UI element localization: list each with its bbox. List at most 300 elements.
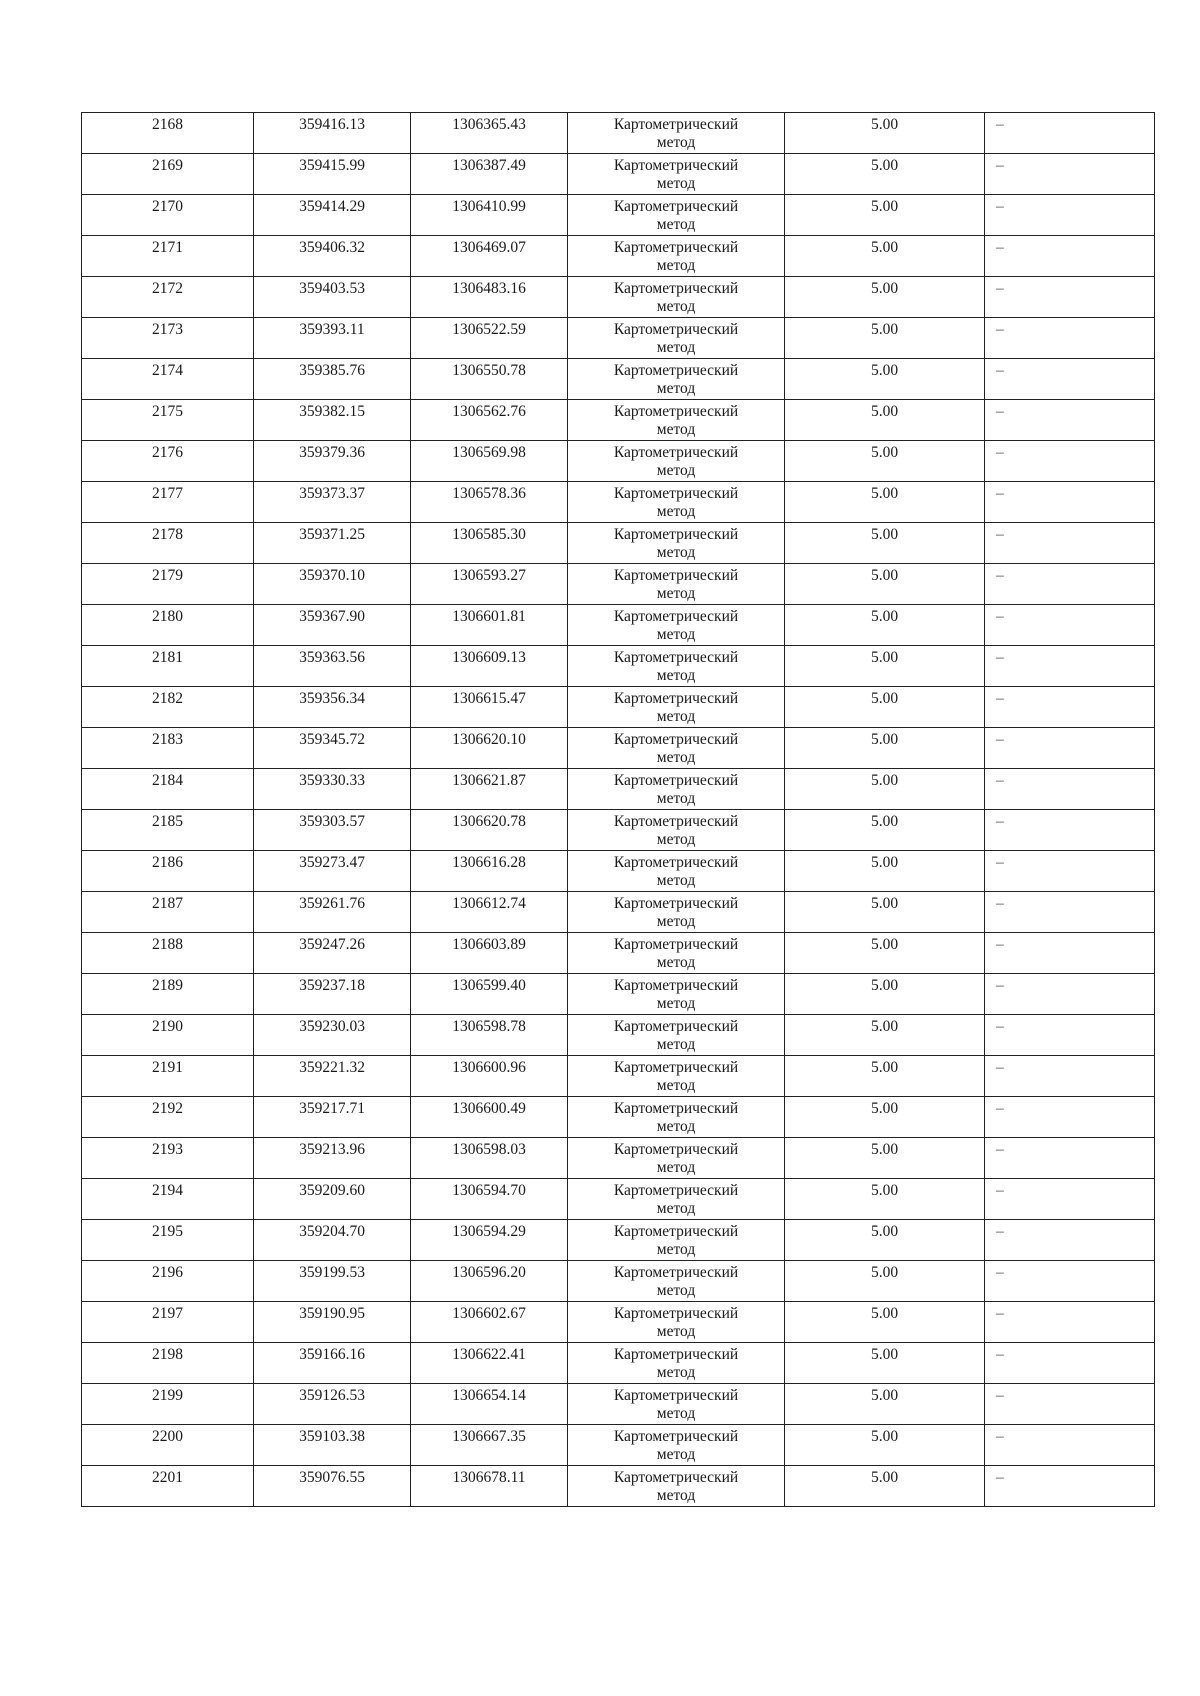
method-cell	[568, 974, 785, 1015]
accuracy-cell: 5.00	[785, 1015, 985, 1056]
method-line-2: метод	[656, 625, 696, 643]
accuracy-cell: 5.00	[785, 851, 985, 892]
y-coordinate-cell: 1306598.78	[411, 1015, 568, 1056]
method-line-1: Картометрический	[613, 936, 739, 953]
point-number-cell: 2180	[82, 605, 254, 646]
x-coordinate-cell: 359209.60	[254, 1179, 411, 1220]
method-line-1: Картометрический	[613, 280, 739, 297]
point-number-cell: 2192	[82, 1097, 254, 1138]
method-line-1: Картометрический	[613, 895, 739, 912]
x-coordinate-cell: 359237.18	[254, 974, 411, 1015]
accuracy-cell: 5.00	[785, 605, 985, 646]
method-line-2: метод	[656, 871, 696, 889]
x-coordinate-cell: 359247.26	[254, 933, 411, 974]
method-line-1: Картометрический	[613, 731, 739, 748]
table-row	[82, 1015, 1155, 1056]
x-coordinate-cell: 359415.99	[254, 154, 411, 195]
y-coordinate-cell: 1306616.28	[411, 851, 568, 892]
point-number-cell: 2195	[82, 1220, 254, 1261]
x-coordinate-cell: 359363.56	[254, 646, 411, 687]
accuracy-cell: 5.00	[785, 1302, 985, 1343]
accuracy-cell: 5.00	[785, 195, 985, 236]
method-line-2: метод	[656, 666, 696, 684]
point-number-cell: 2179	[82, 564, 254, 605]
point-number-cell: 2197	[82, 1302, 254, 1343]
method-cell	[568, 318, 785, 359]
y-coordinate-cell: 1306602.67	[411, 1302, 568, 1343]
x-coordinate-cell: 359213.96	[254, 1138, 411, 1179]
method-line-1: Картометрический	[613, 321, 739, 338]
accuracy-cell: 5.00	[785, 1343, 985, 1384]
y-coordinate-cell: 1306387.49	[411, 154, 568, 195]
x-coordinate-cell: 359370.10	[254, 564, 411, 605]
accuracy-cell: 5.00	[785, 482, 985, 523]
y-coordinate-cell: 1306594.29	[411, 1220, 568, 1261]
method-line-1: Картометрический	[613, 608, 739, 625]
note-cell: –	[985, 277, 1155, 318]
method-line-1: Картометрический	[613, 1346, 739, 1363]
accuracy-cell: 5.00	[785, 1425, 985, 1466]
method-line-2: метод	[656, 174, 696, 192]
method-line-1: Картометрический	[613, 649, 739, 666]
y-coordinate-cell: 1306615.47	[411, 687, 568, 728]
point-number-cell: 2178	[82, 523, 254, 564]
point-number-cell: 2194	[82, 1179, 254, 1220]
table-row	[82, 769, 1155, 810]
note-cell: –	[985, 687, 1155, 728]
point-number-cell: 2174	[82, 359, 254, 400]
note-cell: –	[985, 1220, 1155, 1261]
method-line-1: Картометрический	[613, 772, 739, 789]
accuracy-cell: 5.00	[785, 113, 985, 154]
accuracy-cell: 5.00	[785, 933, 985, 974]
y-coordinate-cell: 1306578.36	[411, 482, 568, 523]
method-cell	[568, 564, 785, 605]
method-line-2: метод	[656, 1158, 696, 1176]
point-number-cell: 2177	[82, 482, 254, 523]
method-line-2: метод	[656, 1117, 696, 1135]
x-coordinate-cell: 359406.32	[254, 236, 411, 277]
table-row	[82, 1056, 1155, 1097]
note-cell: –	[985, 646, 1155, 687]
method-line-2: метод	[656, 133, 696, 151]
method-cell	[568, 1056, 785, 1097]
method-line-2: метод	[656, 1076, 696, 1094]
table-row	[82, 1138, 1155, 1179]
note-cell: –	[985, 1466, 1155, 1507]
method-line-2: метод	[656, 707, 696, 725]
x-coordinate-cell: 359356.34	[254, 687, 411, 728]
method-line-1: Картометрический	[613, 1264, 739, 1281]
accuracy-cell: 5.00	[785, 154, 985, 195]
table-row	[82, 154, 1155, 195]
point-number-cell: 2188	[82, 933, 254, 974]
x-coordinate-cell: 359166.16	[254, 1343, 411, 1384]
x-coordinate-cell: 359273.47	[254, 851, 411, 892]
method-cell	[568, 441, 785, 482]
accuracy-cell: 5.00	[785, 441, 985, 482]
table-row	[82, 564, 1155, 605]
point-number-cell: 2187	[82, 892, 254, 933]
method-line-1: Картометрический	[613, 1100, 739, 1117]
method-line-1: Картометрический	[613, 403, 739, 420]
note-cell: –	[985, 359, 1155, 400]
y-coordinate-cell: 1306609.13	[411, 646, 568, 687]
table-row	[82, 1179, 1155, 1220]
accuracy-cell: 5.00	[785, 523, 985, 564]
x-coordinate-cell: 359221.32	[254, 1056, 411, 1097]
method-cell	[568, 1343, 785, 1384]
method-line-1: Картометрический	[613, 1141, 739, 1158]
method-cell	[568, 1384, 785, 1425]
note-cell: –	[985, 523, 1155, 564]
method-line-1: Картометрический	[613, 1182, 739, 1199]
point-number-cell: 2189	[82, 974, 254, 1015]
x-coordinate-cell: 359076.55	[254, 1466, 411, 1507]
y-coordinate-cell: 1306410.99	[411, 195, 568, 236]
method-cell	[568, 1261, 785, 1302]
table-row	[82, 1343, 1155, 1384]
x-coordinate-cell: 359385.76	[254, 359, 411, 400]
table-row	[82, 1261, 1155, 1302]
method-cell	[568, 851, 785, 892]
note-cell: –	[985, 113, 1155, 154]
x-coordinate-cell: 359414.29	[254, 195, 411, 236]
method-cell	[568, 1179, 785, 1220]
method-cell	[568, 113, 785, 154]
x-coordinate-cell: 359345.72	[254, 728, 411, 769]
note-cell: –	[985, 318, 1155, 359]
method-cell	[568, 1097, 785, 1138]
note-cell: –	[985, 1425, 1155, 1466]
x-coordinate-cell: 359382.15	[254, 400, 411, 441]
method-line-2: метод	[656, 379, 696, 397]
x-coordinate-cell: 359303.57	[254, 810, 411, 851]
accuracy-cell: 5.00	[785, 1220, 985, 1261]
y-coordinate-cell: 1306365.43	[411, 113, 568, 154]
y-coordinate-cell: 1306562.76	[411, 400, 568, 441]
note-cell: –	[985, 769, 1155, 810]
point-number-cell: 2199	[82, 1384, 254, 1425]
method-line-2: метод	[656, 994, 696, 1012]
y-coordinate-cell: 1306620.10	[411, 728, 568, 769]
y-coordinate-cell: 1306600.49	[411, 1097, 568, 1138]
method-line-2: метод	[656, 1281, 696, 1299]
note-cell: –	[985, 1056, 1155, 1097]
note-cell: –	[985, 1343, 1155, 1384]
table-row	[82, 1425, 1155, 1466]
note-cell: –	[985, 605, 1155, 646]
accuracy-cell: 5.00	[785, 1179, 985, 1220]
method-cell	[568, 728, 785, 769]
point-number-cell: 2171	[82, 236, 254, 277]
accuracy-cell: 5.00	[785, 236, 985, 277]
accuracy-cell: 5.00	[785, 769, 985, 810]
accuracy-cell: 5.00	[785, 687, 985, 728]
x-coordinate-cell: 359379.36	[254, 441, 411, 482]
point-number-cell: 2191	[82, 1056, 254, 1097]
table-row	[82, 892, 1155, 933]
method-line-1: Картометрический	[613, 1469, 739, 1486]
accuracy-cell: 5.00	[785, 277, 985, 318]
point-number-cell: 2185	[82, 810, 254, 851]
table-row	[82, 318, 1155, 359]
y-coordinate-cell: 1306667.35	[411, 1425, 568, 1466]
method-line-2: метод	[656, 1486, 696, 1504]
method-line-1: Картометрический	[613, 1428, 739, 1445]
point-number-cell: 2200	[82, 1425, 254, 1466]
method-cell	[568, 605, 785, 646]
method-cell	[568, 195, 785, 236]
table-row	[82, 974, 1155, 1015]
accuracy-cell: 5.00	[785, 1097, 985, 1138]
accuracy-cell: 5.00	[785, 892, 985, 933]
method-line-2: метод	[656, 215, 696, 233]
method-line-2: метод	[656, 830, 696, 848]
point-number-cell: 2181	[82, 646, 254, 687]
method-line-2: метод	[656, 789, 696, 807]
y-coordinate-cell: 1306522.59	[411, 318, 568, 359]
table-row	[82, 1384, 1155, 1425]
method-cell	[568, 236, 785, 277]
point-number-cell: 2172	[82, 277, 254, 318]
y-coordinate-cell: 1306612.74	[411, 892, 568, 933]
method-line-2: метод	[656, 1445, 696, 1463]
table-row	[82, 646, 1155, 687]
x-coordinate-cell: 359103.38	[254, 1425, 411, 1466]
note-cell: –	[985, 851, 1155, 892]
note-cell: –	[985, 974, 1155, 1015]
accuracy-cell: 5.00	[785, 564, 985, 605]
point-number-cell: 2186	[82, 851, 254, 892]
table-row	[82, 277, 1155, 318]
y-coordinate-cell: 1306585.30	[411, 523, 568, 564]
method-line-2: метод	[656, 502, 696, 520]
table-row	[82, 195, 1155, 236]
y-coordinate-cell: 1306483.16	[411, 277, 568, 318]
x-coordinate-cell: 359367.90	[254, 605, 411, 646]
table-row	[82, 482, 1155, 523]
method-line-1: Картометрический	[613, 198, 739, 215]
method-cell	[568, 1138, 785, 1179]
table-row	[82, 441, 1155, 482]
coordinates-table-body	[82, 113, 1155, 1507]
point-number-cell: 2175	[82, 400, 254, 441]
point-number-cell: 2190	[82, 1015, 254, 1056]
method-cell	[568, 1220, 785, 1261]
note-cell: –	[985, 728, 1155, 769]
x-coordinate-cell: 359126.53	[254, 1384, 411, 1425]
x-coordinate-cell: 359230.03	[254, 1015, 411, 1056]
method-line-2: метод	[656, 912, 696, 930]
method-line-2: метод	[656, 461, 696, 479]
note-cell: –	[985, 441, 1155, 482]
y-coordinate-cell: 1306620.78	[411, 810, 568, 851]
table-row	[82, 1220, 1155, 1261]
table-row	[82, 113, 1155, 154]
method-line-1: Картометрический	[613, 444, 739, 461]
point-number-cell: 2201	[82, 1466, 254, 1507]
y-coordinate-cell: 1306601.81	[411, 605, 568, 646]
note-cell: –	[985, 1384, 1155, 1425]
note-cell: –	[985, 810, 1155, 851]
note-cell: –	[985, 933, 1155, 974]
method-line-1: Картометрический	[613, 1059, 739, 1076]
y-coordinate-cell: 1306654.14	[411, 1384, 568, 1425]
x-coordinate-cell: 359330.33	[254, 769, 411, 810]
method-line-2: метод	[656, 543, 696, 561]
method-line-1: Картометрический	[613, 485, 739, 502]
coordinates-table	[81, 112, 1155, 1507]
point-number-cell: 2183	[82, 728, 254, 769]
method-line-2: метод	[656, 1240, 696, 1258]
y-coordinate-cell: 1306600.96	[411, 1056, 568, 1097]
method-cell	[568, 523, 785, 564]
x-coordinate-cell: 359373.37	[254, 482, 411, 523]
table-row	[82, 933, 1155, 974]
table-row	[82, 1097, 1155, 1138]
note-cell: –	[985, 1138, 1155, 1179]
accuracy-cell: 5.00	[785, 1056, 985, 1097]
accuracy-cell: 5.00	[785, 1261, 985, 1302]
note-cell: –	[985, 482, 1155, 523]
point-number-cell: 2173	[82, 318, 254, 359]
y-coordinate-cell: 1306603.89	[411, 933, 568, 974]
y-coordinate-cell: 1306569.98	[411, 441, 568, 482]
method-cell	[568, 277, 785, 318]
method-line-1: Картометрический	[613, 813, 739, 830]
point-number-cell: 2193	[82, 1138, 254, 1179]
method-line-2: метод	[656, 953, 696, 971]
y-coordinate-cell: 1306594.70	[411, 1179, 568, 1220]
point-number-cell: 2196	[82, 1261, 254, 1302]
point-number-cell: 2169	[82, 154, 254, 195]
point-number-cell: 2176	[82, 441, 254, 482]
method-cell	[568, 1466, 785, 1507]
y-coordinate-cell: 1306593.27	[411, 564, 568, 605]
method-line-1: Картометрический	[613, 526, 739, 543]
point-number-cell: 2170	[82, 195, 254, 236]
point-number-cell: 2168	[82, 113, 254, 154]
method-cell	[568, 359, 785, 400]
note-cell: –	[985, 1097, 1155, 1138]
method-cell	[568, 646, 785, 687]
method-line-1: Картометрический	[613, 977, 739, 994]
note-cell: –	[985, 1015, 1155, 1056]
method-cell	[568, 769, 785, 810]
y-coordinate-cell: 1306598.03	[411, 1138, 568, 1179]
method-line-1: Картометрический	[613, 362, 739, 379]
method-line-2: метод	[656, 420, 696, 438]
method-line-1: Картометрический	[613, 690, 739, 707]
y-coordinate-cell: 1306550.78	[411, 359, 568, 400]
x-coordinate-cell: 359204.70	[254, 1220, 411, 1261]
accuracy-cell: 5.00	[785, 1138, 985, 1179]
method-line-1: Картометрический	[613, 239, 739, 256]
note-cell: –	[985, 892, 1155, 933]
table-row	[82, 523, 1155, 564]
method-cell	[568, 687, 785, 728]
method-line-1: Картометрический	[613, 567, 739, 584]
table-row	[82, 687, 1155, 728]
note-cell: –	[985, 1302, 1155, 1343]
accuracy-cell: 5.00	[785, 1466, 985, 1507]
table-row	[82, 359, 1155, 400]
accuracy-cell: 5.00	[785, 1384, 985, 1425]
x-coordinate-cell: 359416.13	[254, 113, 411, 154]
method-cell	[568, 810, 785, 851]
method-line-2: метод	[656, 748, 696, 766]
y-coordinate-cell: 1306596.20	[411, 1261, 568, 1302]
method-cell	[568, 933, 785, 974]
table-row	[82, 810, 1155, 851]
method-line-1: Картометрический	[613, 854, 739, 871]
accuracy-cell: 5.00	[785, 728, 985, 769]
y-coordinate-cell: 1306678.11	[411, 1466, 568, 1507]
y-coordinate-cell: 1306621.87	[411, 769, 568, 810]
method-cell	[568, 892, 785, 933]
note-cell: –	[985, 154, 1155, 195]
method-line-2: метод	[656, 584, 696, 602]
table-row	[82, 728, 1155, 769]
note-cell: –	[985, 400, 1155, 441]
note-cell: –	[985, 564, 1155, 605]
method-cell	[568, 154, 785, 195]
y-coordinate-cell: 1306469.07	[411, 236, 568, 277]
method-line-2: метод	[656, 1199, 696, 1217]
x-coordinate-cell: 359261.76	[254, 892, 411, 933]
note-cell: –	[985, 1179, 1155, 1220]
x-coordinate-cell: 359403.53	[254, 277, 411, 318]
note-cell: –	[985, 236, 1155, 277]
method-cell	[568, 1015, 785, 1056]
method-cell	[568, 400, 785, 441]
accuracy-cell: 5.00	[785, 318, 985, 359]
method-line-2: метод	[656, 1322, 696, 1340]
table-row	[82, 605, 1155, 646]
accuracy-cell: 5.00	[785, 400, 985, 441]
y-coordinate-cell: 1306599.40	[411, 974, 568, 1015]
method-line-1: Картометрический	[613, 157, 739, 174]
method-line-1: Картометрический	[613, 116, 739, 133]
method-line-2: метод	[656, 338, 696, 356]
note-cell: –	[985, 1261, 1155, 1302]
method-line-2: метод	[656, 1404, 696, 1422]
point-number-cell: 2184	[82, 769, 254, 810]
method-line-1: Картометрический	[613, 1018, 739, 1035]
accuracy-cell: 5.00	[785, 359, 985, 400]
accuracy-cell: 5.00	[785, 974, 985, 1015]
method-line-1: Картометрический	[613, 1223, 739, 1240]
table-row	[82, 400, 1155, 441]
point-number-cell: 2198	[82, 1343, 254, 1384]
method-cell	[568, 1425, 785, 1466]
point-number-cell: 2182	[82, 687, 254, 728]
method-line-1: Картометрический	[613, 1305, 739, 1322]
note-cell: –	[985, 195, 1155, 236]
x-coordinate-cell: 359371.25	[254, 523, 411, 564]
method-line-2: метод	[656, 1035, 696, 1053]
method-cell	[568, 1302, 785, 1343]
table-row	[82, 851, 1155, 892]
table-row	[82, 1302, 1155, 1343]
y-coordinate-cell: 1306622.41	[411, 1343, 568, 1384]
method-line-1: Картометрический	[613, 1387, 739, 1404]
x-coordinate-cell: 359217.71	[254, 1097, 411, 1138]
x-coordinate-cell: 359393.11	[254, 318, 411, 359]
table-row	[82, 1466, 1155, 1507]
x-coordinate-cell: 359199.53	[254, 1261, 411, 1302]
